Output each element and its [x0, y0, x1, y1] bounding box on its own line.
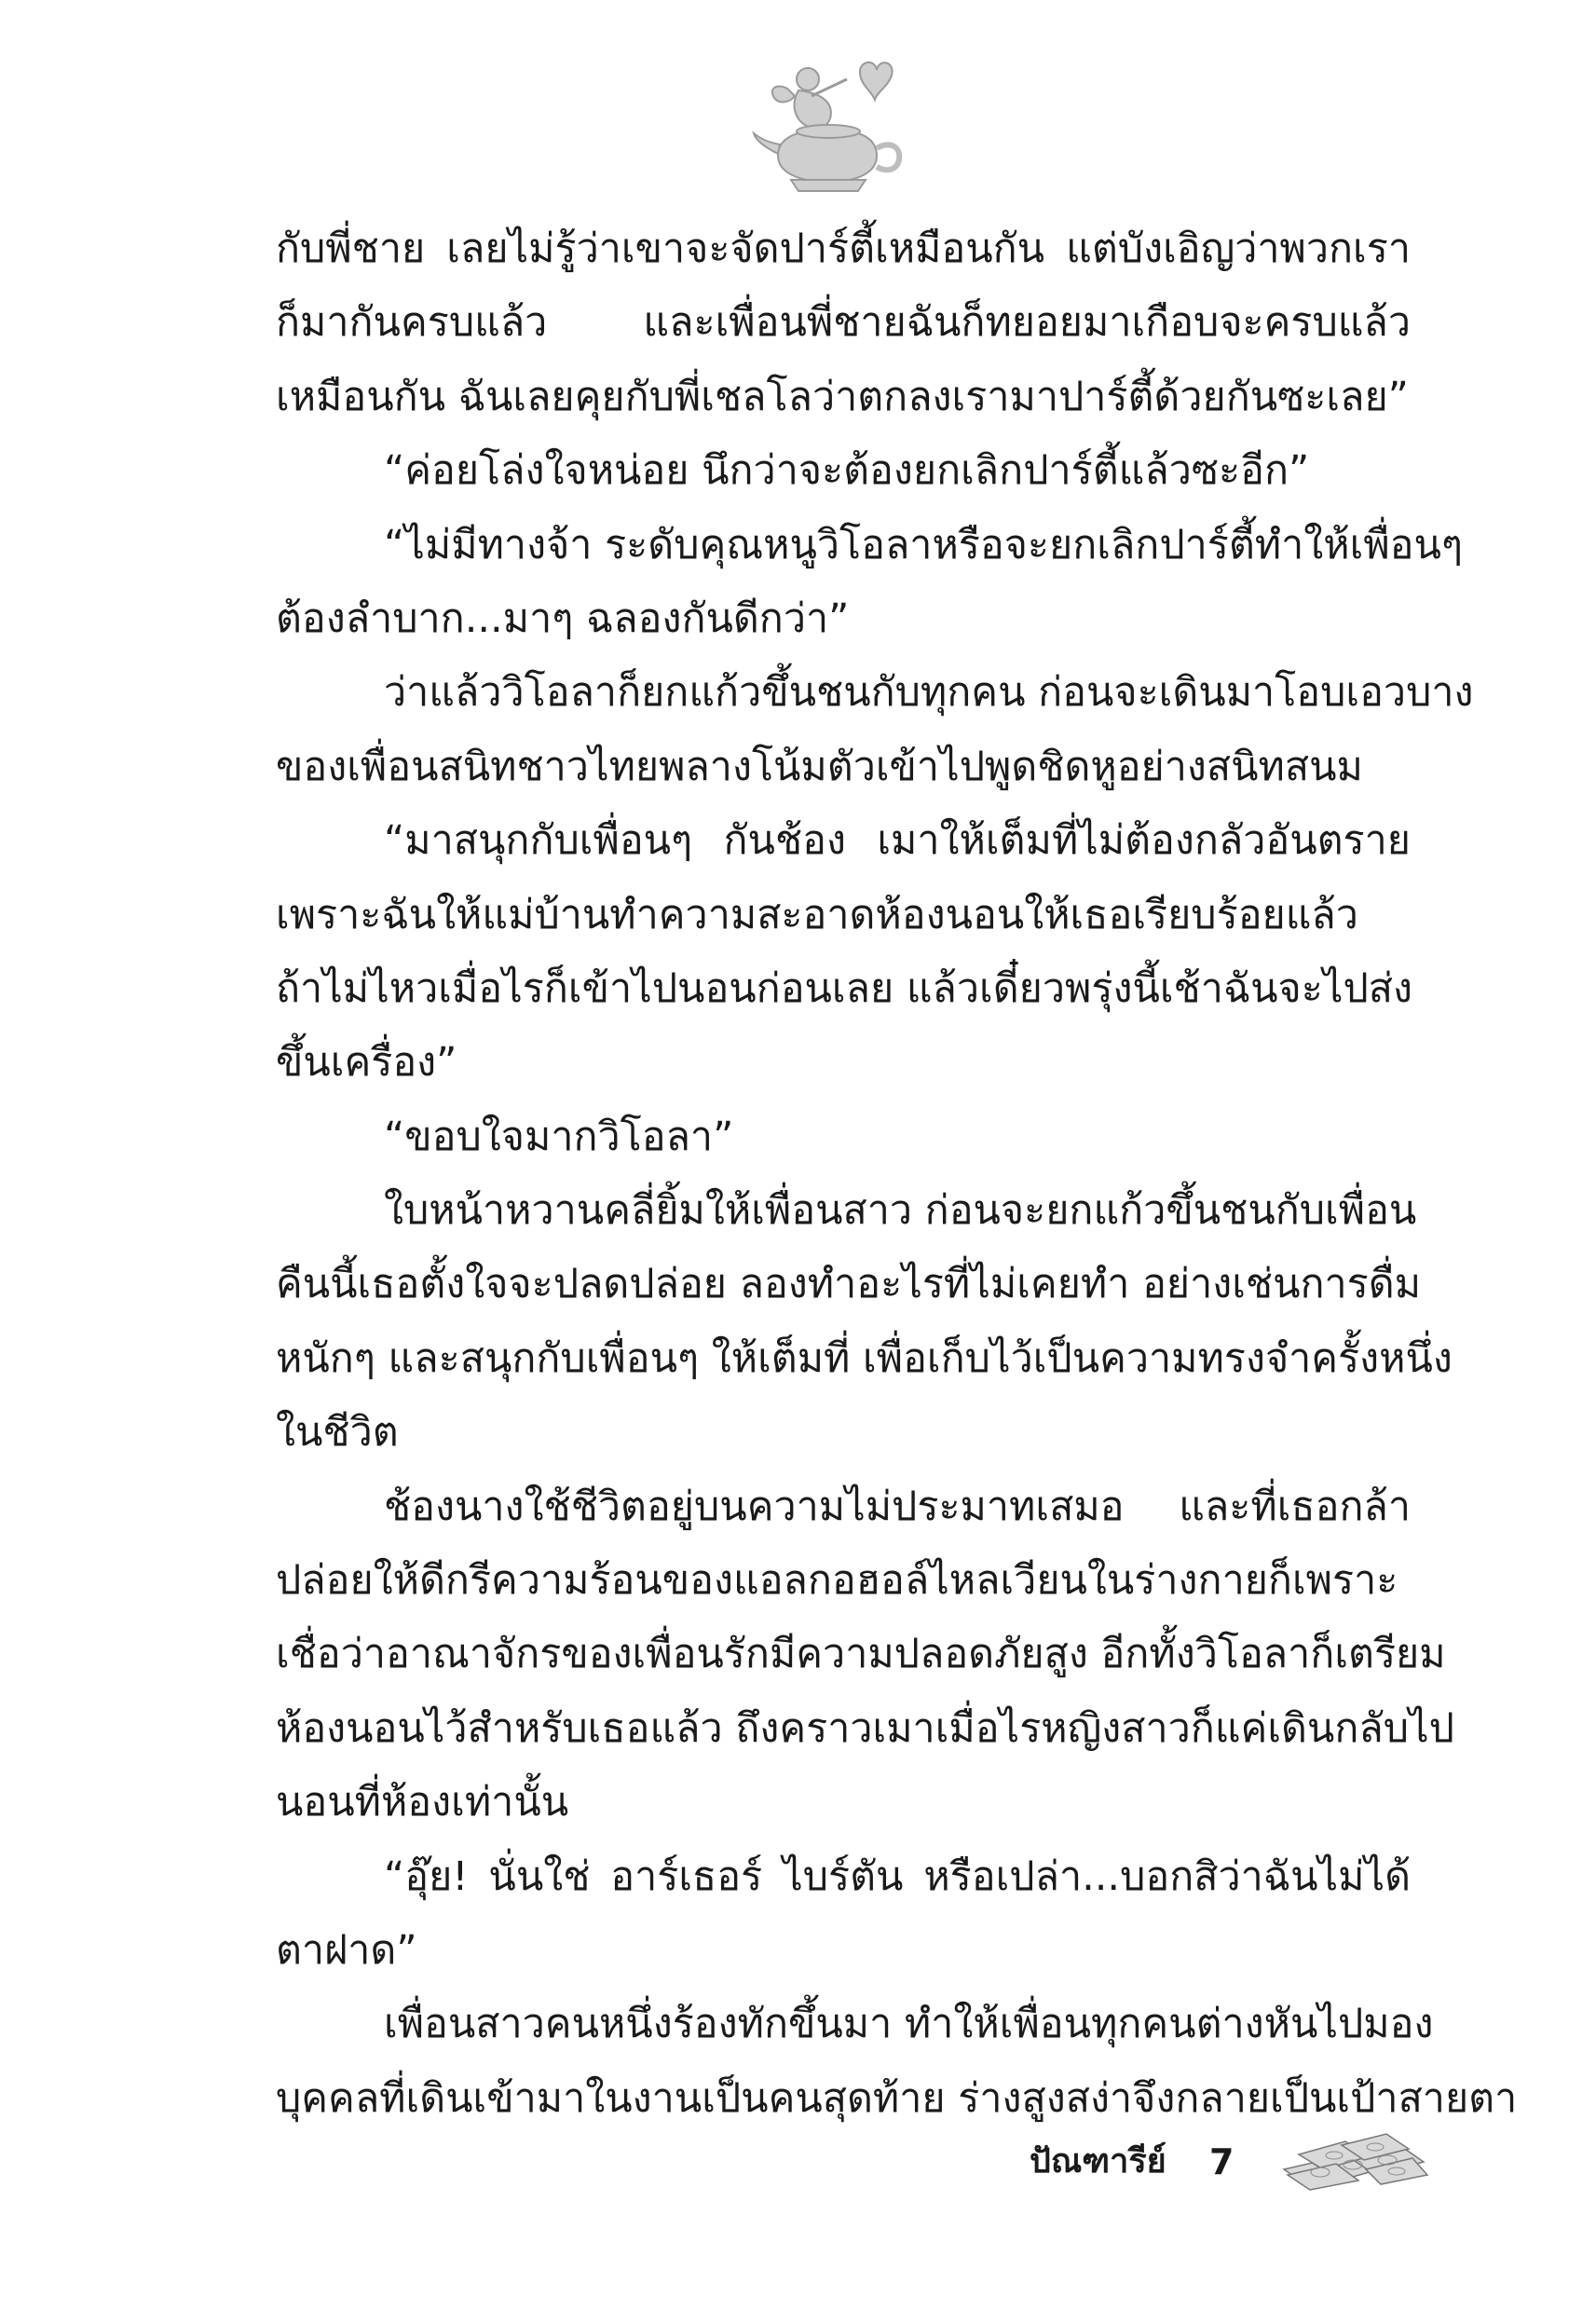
text-line: “ค่อยโล่งใจหน่อย นึกว่าจะต้องยกเลิกปาร์ตี้แล้วซะอีก”: [384, 447, 1310, 495]
stack-of-money-ornament-icon: [1276, 2126, 1430, 2192]
text-line: ห้องนอนไว้สำหรับเธอแล้ว ถึงคราวเมาเมื่อไรหญิงสาวก็แค่เดินกลับไป: [276, 1704, 1454, 1752]
text-line: กับพี่ชาย เลยไม่รู้ว่าเขาจะจัดปาร์ตี้เหมือนกัน แต่บังเอิญว่าพวกเรา: [276, 226, 1411, 272]
text-line: ว่าแล้ววิโอลาก็ยกแก้วขึ้นชนกับทุกคน ก่อนจะเดินมาโอบเอวบาง: [384, 669, 1474, 717]
teapot-cupid-ornament-icon: [750, 51, 908, 205]
text-line: เชื่อว่าอาณาจักรของเพื่อนรักมีความปลอดภัยสูง อีกทั้งวิโอลาก็เตรียม: [276, 1631, 1446, 1678]
text-line: ต้องลำบาก...มาๆ ฉลองกันดีกว่า”: [276, 595, 850, 642]
text-line: บุคคลที่เดินเข้ามาในงานเป็นคนสุดท้าย ร่างสูงสง่าจึงกลายเป็นเป้าสายตา: [276, 2074, 1518, 2122]
text-line: “มาสนุกกับเพื่อนๆ กันช้อง เมาให้เต็มที่ไม่ต้องกลัวอันตราย: [384, 817, 1411, 865]
text-line: “อุ๊ย! นั่นใช่ อาร์เธอร์ ไบร์ตัน หรือเปล่า...บอกสิว่าฉันไม่ได้: [384, 1853, 1411, 1900]
text-line: เพื่อนสาวคนหนึ่งร้องทักขึ้นมา ทำให้เพื่อนทุกคนต่างหันไปมอง: [384, 2001, 1434, 2048]
body-text: [276, 212, 1518, 2136]
page-footer: [0, 2140, 1596, 2251]
page-number: 7: [1209, 2141, 1235, 2182]
text-line: เหมือนกัน ฉันเลยคุยกับพี่เชลโลว่าตกลงเรามาปาร์ตี้ด้วยกันซะเลย”: [276, 373, 1409, 420]
text-line: ปล่อยให้ดีกรีความร้อนของแอลกอฮอล์ไหลเวียนในร่างกายก็เพราะ: [276, 1557, 1398, 1605]
text-line: “ไม่มีทางจ้า ระดับคุณหนูวิโอลาหรือจะยกเลิกปาร์ตี้ทำให้เพื่อนๆ: [384, 521, 1463, 568]
text-line: “ขอบใจมากวิโอลา”: [384, 1113, 734, 1160]
text-line: ก็มากันครบแล้ว และเพื่อนพี่ชายฉันก็ทยอยมาเกือบจะครบแล้ว: [276, 299, 1411, 347]
text-line: ถ้าไม่ไหวเมื่อไรก็เข้าไปนอนก่อนเลย แล้วเดี๋ยวพรุ่งนี้เช้าฉันจะไปส่ง: [276, 964, 1412, 1012]
text-line: ใบหน้าหวานคลี่ยิ้มให้เพื่อนสาว ก่อนจะยกแก้วขึ้นชนกับเพื่อน: [384, 1187, 1417, 1235]
text-line: หนักๆ และสนุกกับเพื่อนๆ ให้เต็มที่ เพื่อเก็บไว้เป็นความทรงจำครั้งหนึ่ง: [276, 1334, 1453, 1382]
text-line: คืนนี้เธอตั้งใจจะปลดปล่อย ลองทำอะไรที่ไม่เคยทำ อย่างเช่นการดื่ม: [276, 1261, 1422, 1308]
text-line: ในชีวิต: [276, 1409, 399, 1456]
text-line: เพราะฉันให้แม่บ้านทำความสะอาดห้องนอนให้เธอเรียบร้อยแล้ว: [276, 891, 1358, 938]
text-line: ขึ้นเครื่อง”: [276, 1039, 457, 1087]
text-line: ของเพื่อนสนิทชาวไทยพลางโน้มตัวเข้าไปพูดชิดหูอย่างสนิทสนม: [276, 743, 1363, 790]
text-line: ตาฝาด”: [276, 1926, 417, 1974]
text-line: นอนที่ห้องเท่านั้น: [276, 1779, 569, 1826]
text-line: ช้องนางใช้ชีวิตอยู่บนความไม่ประมาทเสมอ และที่เธอกล้า: [384, 1483, 1411, 1530]
running-title: ปัณฑารีย์: [1030, 2142, 1166, 2181]
